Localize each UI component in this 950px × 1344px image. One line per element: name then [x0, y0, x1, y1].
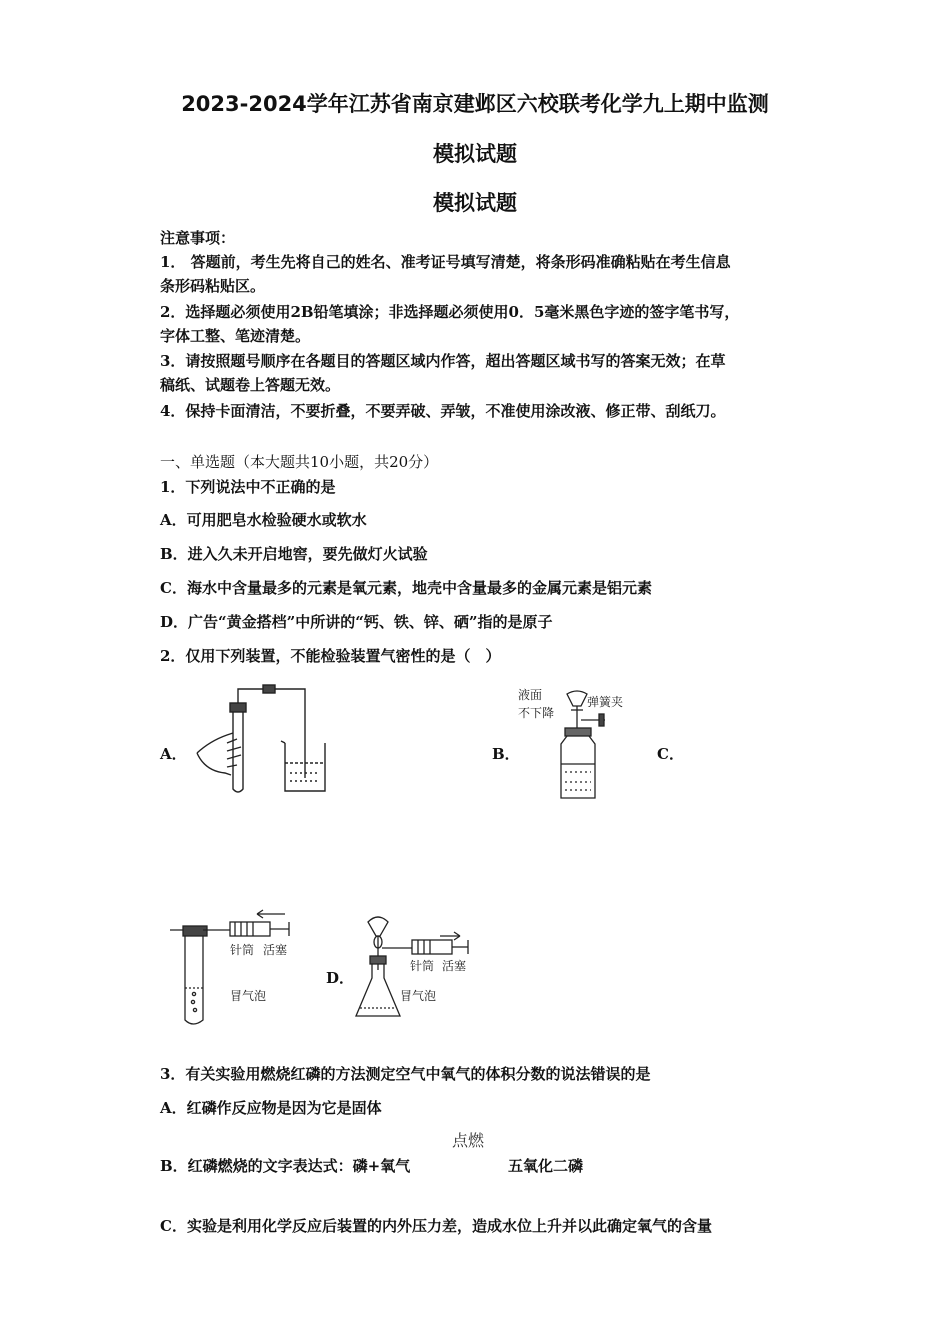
figure-d-flask-syringe	[350, 912, 475, 1027]
q3-option-c: C．实验是利用化学反应后装置的内外压力差，造成水位上升并以此确定氧气的含量	[160, 1217, 712, 1235]
notice-item: 3．请按照题号顺序在各题目的答题区域内作答，超出答题区域书写的答案无效；在草	[160, 352, 726, 370]
fig-c-text3: 冒气泡	[230, 989, 267, 1003]
fig-d-text1: 针筒	[410, 959, 435, 973]
figure-a-hand-test-tube	[195, 683, 335, 798]
q2-label-d: D．	[326, 969, 355, 987]
exam-title-line3: 模拟试题	[433, 191, 517, 215]
q3-option-a: A．红磷作反应物是因为它是固体	[160, 1099, 382, 1117]
fig-b-text1: 液面	[518, 688, 543, 702]
q3-option-b: B．红磷燃烧的文字表达式：磷+氧气	[160, 1157, 411, 1175]
q1-stem: 1．下列说法中不正确的是	[160, 478, 336, 496]
fig-b-text3: 弹簧夹	[587, 695, 624, 709]
q2-label-c: C．	[657, 745, 684, 763]
fig-b-text2: 不下降	[518, 706, 555, 720]
exam-title-line2: 模拟试题	[433, 142, 517, 166]
q1-option-a: A．可用肥皂水检验硬水或软水	[160, 511, 367, 529]
notice-item: 1． 答题前，考生先将自己的姓名、准考证号填写清楚，将条形码准确粘贴在考生信息	[160, 253, 731, 271]
fig-d-text3: 冒气泡	[400, 989, 437, 1003]
q2-label-a: A．	[160, 745, 187, 763]
notice-heading: 注意事项：	[160, 229, 236, 247]
notice-item: 2．选择题必须使用2B铅笔填涂；非选择题必须使用0．5毫米黑色字迹的签字笔书写，	[160, 303, 740, 321]
figure-b-funnel-bottle	[515, 686, 640, 804]
notice-item: 4．保持卡面清洁，不要折叠，不要弄破、弄皱，不准使用涂改液、修正带、刮纸刀。	[160, 402, 726, 420]
q2-label-b: B．	[492, 745, 520, 763]
notice-item: 稿纸、试题卷上答题无效。	[160, 376, 341, 394]
notice-item: 字体工整、笔迹清楚。	[160, 327, 311, 345]
figure-c-tube-syringe	[165, 908, 300, 1028]
fig-d-text2: 活塞	[442, 959, 467, 973]
notice-item: 条形码粘贴区。	[160, 277, 266, 295]
exam-title-line1: 2023-2024学年江苏省南京建邺区六校联考化学九上期中监测	[181, 92, 769, 116]
fig-c-text2: 活塞	[263, 943, 288, 957]
section-heading: 一、单选题（本大题共10小题，共20分）	[160, 453, 439, 471]
reaction-condition: 点燃	[452, 1131, 485, 1150]
q3-option-b-product: 五氧化二磷	[508, 1157, 584, 1175]
fig-c-text1: 针筒	[230, 943, 255, 957]
q2-stem: 2．仅用下列装置，不能检验装置气密性的是（ ）	[160, 647, 501, 665]
q3-stem: 3．有关实验用燃烧红磷的方法测定空气中氧气的体积分数的说法错误的是	[160, 1065, 651, 1083]
q1-option-c: C．海水中含量最多的元素是氧元素，地壳中含量最多的金属元素是铝元素	[160, 579, 652, 597]
q1-option-b: B．进入久未开启地窖，要先做灯火试验	[160, 545, 428, 563]
q1-option-d: D．广告“黄金搭档”中所讲的“钙、铁、锌、硒”指的是原子	[160, 613, 553, 631]
